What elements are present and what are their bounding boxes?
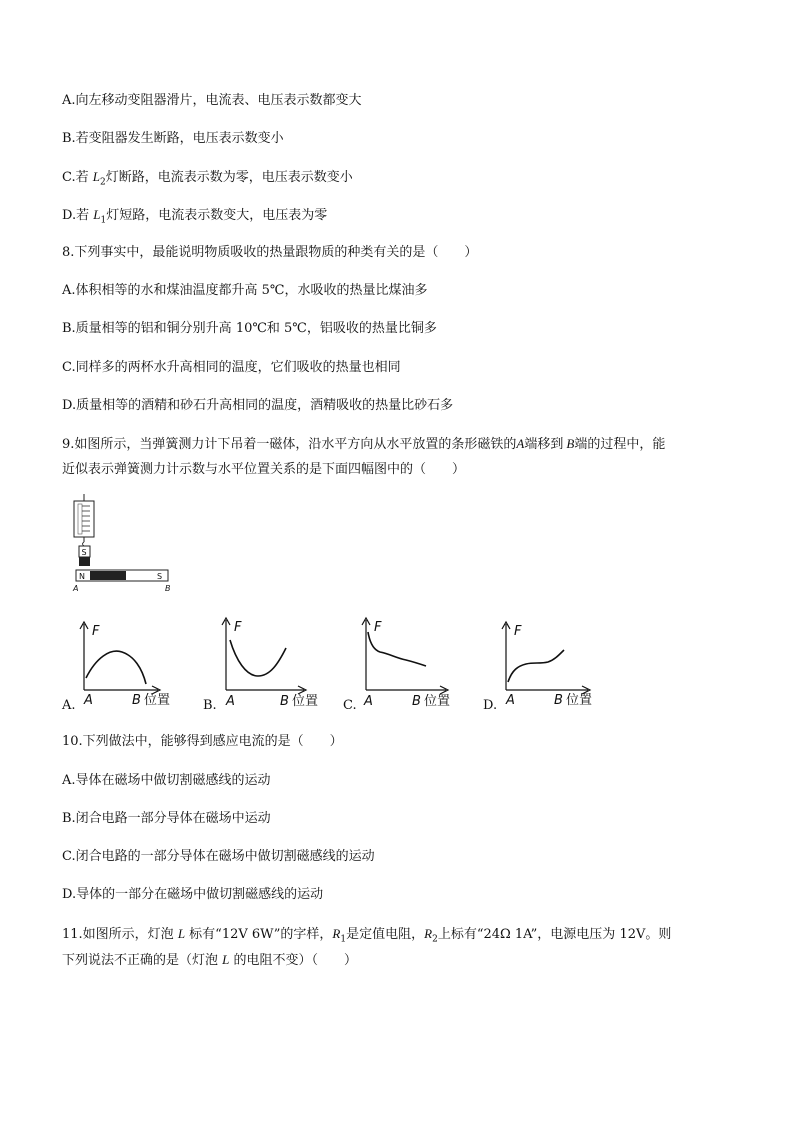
q10-stem: 10.下列做法中，能够得到感应电流的是（ ） bbox=[62, 734, 343, 749]
bar-end-a-label: A bbox=[73, 584, 79, 593]
q11-stem-r1-var: R bbox=[332, 926, 341, 941]
graph-a bbox=[74, 618, 194, 710]
graph-c bbox=[356, 614, 476, 710]
q11-stem-r2-sub: 2 bbox=[432, 934, 438, 945]
q9-stem-part3: 端的过程中，能 bbox=[574, 437, 666, 452]
q8-option-b: B.质量相等的铝和铜分别升高 10℃和 5℃，铝吸收的热量比铜多 bbox=[62, 321, 437, 336]
q11-stem-r2-var: R bbox=[424, 926, 433, 941]
q9-stem-end-b: B bbox=[566, 436, 575, 451]
q7-option-c-var: L bbox=[92, 169, 100, 184]
graph-d-x-end: B bbox=[554, 693, 563, 708]
graph-a-y-label: F bbox=[92, 624, 100, 639]
graph-b-x-start: A bbox=[226, 694, 235, 709]
graph-b-curve bbox=[230, 640, 286, 676]
q10-option-d: D.导体的一部分在磁场中做切割磁感线的运动 bbox=[62, 887, 324, 902]
graph-c-x-end: B bbox=[412, 694, 421, 709]
q11-stem-line2 bbox=[62, 952, 357, 969]
graph-a-curve bbox=[86, 651, 146, 684]
q7-option-c-sub: 2 bbox=[99, 177, 106, 188]
bar-magnet bbox=[76, 570, 168, 581]
graph-c-x-start: A bbox=[364, 694, 373, 709]
graph-c-y-label: F bbox=[374, 620, 382, 635]
q7-option-d bbox=[62, 207, 327, 229]
q7-option-d-var: L bbox=[93, 207, 101, 222]
q9-stem-part1: 9.如图所示，当弹簧测力计下吊着一磁体，沿水平方向从水平放置的条形磁铁的 bbox=[62, 437, 517, 452]
q7-option-a: A.向左移动变阻器滑片，电流表、电压表示数都变大 bbox=[62, 93, 362, 108]
bar-magnet-right-pole: S bbox=[157, 572, 163, 581]
graph-a-letter: A. bbox=[62, 698, 76, 713]
q10-option-c: C.闭合电路的一部分导体在磁场中做切割磁感线的运动 bbox=[62, 849, 375, 864]
graph-b-y-label: F bbox=[234, 620, 242, 635]
graph-b-x-unit: 位置 bbox=[292, 694, 319, 709]
graph-a-x-unit: 位置 bbox=[144, 693, 171, 708]
q11-stem-lamp-var: L bbox=[177, 926, 186, 941]
q7-option-d-sub: 1 bbox=[100, 215, 107, 226]
q11-stem-lamp-var-2: L bbox=[222, 952, 230, 967]
q7-option-c-text: 灯断路，电流表示数为零，电压表示数变小 bbox=[105, 170, 353, 185]
graph-d-curve bbox=[508, 650, 564, 682]
q8-option-a: A.体积相等的水和煤油温度都升高 5℃，水吸收的热量比煤油多 bbox=[62, 283, 428, 298]
q9-magnet-figure bbox=[64, 494, 184, 594]
graph-a-x-end: B bbox=[132, 693, 141, 708]
q10-option-a: A.导体在磁场中做切割磁感线的运动 bbox=[62, 773, 271, 788]
q11-stem-r1-sub: 1 bbox=[340, 934, 347, 945]
q8-option-d: D.质量相等的酒精和砂石升高相同的温度，酒精吸收的热量比砂石多 bbox=[62, 398, 454, 413]
graph-c-letter: C. bbox=[343, 698, 357, 713]
spring-scale-icon bbox=[74, 494, 94, 546]
q7-option-d-text: 灯短路，电流表示数变大，电压表为零 bbox=[106, 208, 328, 223]
q11-stem-part3: 是定值电阻， bbox=[346, 927, 425, 942]
graph-d bbox=[496, 618, 616, 710]
graph-b bbox=[216, 614, 336, 710]
graph-a-x-start: A bbox=[84, 693, 93, 708]
graph-b-letter: B. bbox=[203, 698, 217, 713]
graph-b-x-end: B bbox=[280, 694, 289, 709]
q11-stem-part4: 上标有“24Ω 1A”，电源电压为 12V。则 bbox=[437, 927, 672, 942]
bar-magnet-left-pole: N bbox=[79, 572, 85, 581]
graph-d-x-start: A bbox=[506, 693, 515, 708]
q9-stem-end-a: A bbox=[516, 436, 525, 451]
q11-stem-line1 bbox=[62, 926, 671, 948]
q8-option-c: C.同样多的两杯水升高相同的温度，它们吸收的热量也相同 bbox=[62, 360, 401, 375]
graph-d-letter: D. bbox=[483, 698, 498, 713]
q9-stem-line2: 近似表示弹簧测力计示数与水平位置关系的是下面四幅图中的（ ） bbox=[62, 462, 466, 477]
q7-option-d-prefix: D.若 bbox=[62, 208, 94, 223]
q10-option-b: B.闭合电路一部分导体在磁场中运动 bbox=[62, 811, 271, 826]
q9-stem-line1 bbox=[62, 436, 665, 453]
q11-stem-part6: 的电阻不变）（ ） bbox=[229, 953, 358, 968]
graph-c-curve bbox=[368, 632, 426, 666]
q11-stem-part2: 标有“12V 6W”的字样， bbox=[185, 927, 333, 942]
q11-stem-part1: 11.如图所示，灯泡 bbox=[62, 927, 178, 942]
bar-end-b-label: B bbox=[165, 584, 171, 593]
graph-c-x-unit: 位置 bbox=[424, 694, 451, 709]
hanging-magnet-pole-label: S bbox=[81, 548, 87, 557]
graph-d-x-unit: 位置 bbox=[566, 693, 593, 708]
q8-stem: 8.下列事实中，最能说明物质吸收的热量跟物质的种类有关的是（ ） bbox=[62, 245, 478, 260]
q7-option-b: B.若变阻器发生断路，电压表示数变小 bbox=[62, 131, 284, 146]
q11-stem-part5: 下列说法不正确的是（灯泡 bbox=[62, 953, 223, 968]
q9-stem-part2: 端移到 bbox=[524, 437, 564, 452]
q7-option-c-prefix: C.若 bbox=[62, 170, 93, 185]
hanging-magnet bbox=[79, 546, 90, 566]
graph-d-y-label: F bbox=[514, 624, 522, 639]
q7-option-c bbox=[62, 169, 353, 191]
